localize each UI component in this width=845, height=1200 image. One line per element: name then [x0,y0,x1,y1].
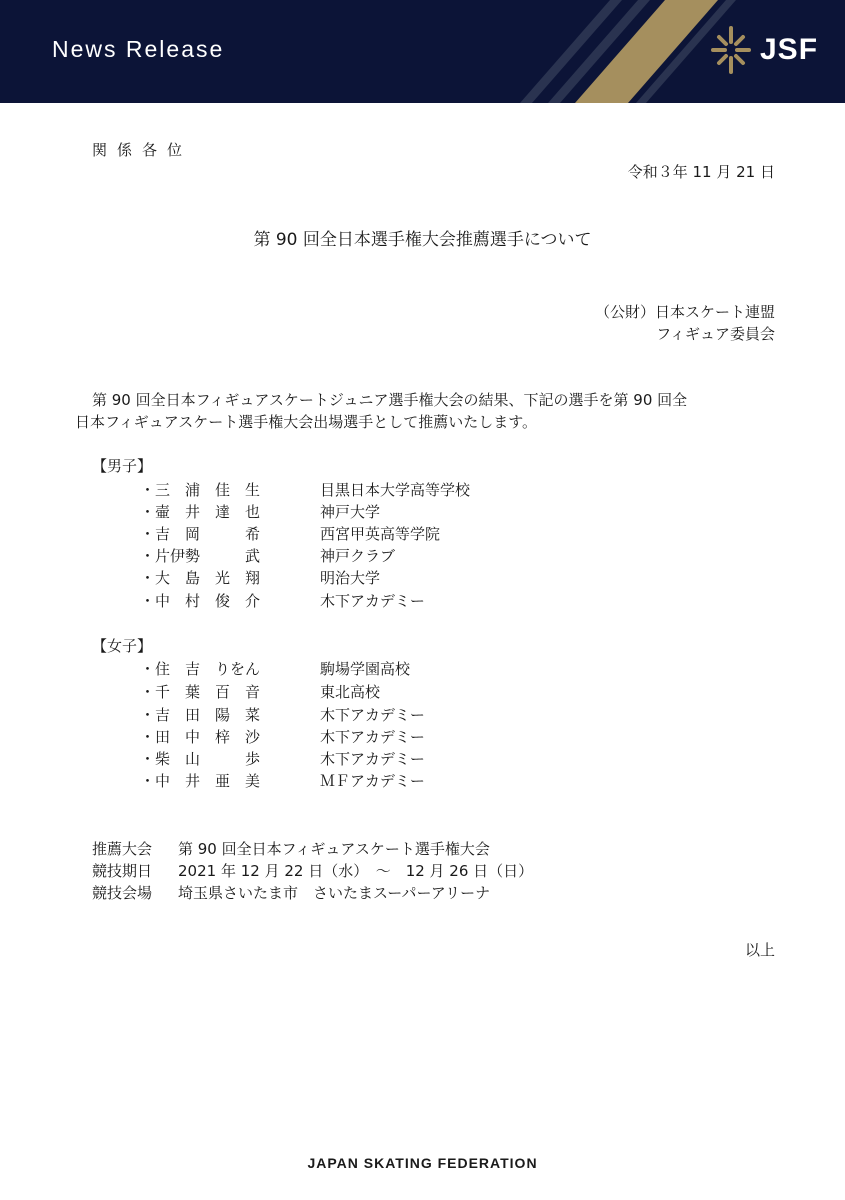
player-name: ・吉 田 陽 菜 [140,706,261,724]
player-name: ・千 葉 百 音 [140,683,261,701]
header-banner [0,0,845,103]
jsf-logo-mark-icon [710,24,752,76]
player-affiliation: 木下アカデミー [320,592,425,610]
player-affiliation: 木下アカデミー [320,728,425,746]
player-affiliation: 木下アカデミー [320,750,425,768]
player-affiliation: 東北高校 [320,683,381,701]
player-name: ・壷 井 達 也 [140,503,261,521]
jsf-logo [710,24,818,76]
committee-name: フィギュア委員会 [656,325,775,343]
venue-info [92,882,490,904]
women-heading: 【女子】 [92,637,153,655]
closing-text: 以上 [744,941,775,959]
addressee: 関係各位 [92,141,193,159]
body-text-line-2: 日本フィギュアスケート選手権大会出場選手として推薦いたします。 [75,413,538,431]
men-heading: 【男子】 [92,457,153,475]
footer-federation-name: JAPAN SKATING FEDERATION [307,1155,538,1171]
player-name: ・中 村 俊 介 [140,592,261,610]
venue-value: 埼玉県さいたま市 さいたまスーパーアリーナ [178,884,491,902]
player-affiliation: 神戸クラブ [320,547,396,565]
dates-label: 競技期日 [92,862,153,880]
player-name: ・片伊勢 武 [140,547,261,565]
player-name: ・中 井 亜 美 [140,772,261,790]
venue-label: 競技会場 [92,884,153,902]
player-name: ・田 中 梓 沙 [140,728,261,746]
player-affiliation: 目黒日本大学高等学校 [320,481,471,499]
player-affiliation: ＭＦアカデミー [320,772,425,790]
player-affiliation: 西宮甲英高等学院 [320,525,441,543]
player-affiliation: 木下アカデミー [320,706,425,724]
dates-value: 2021 年 12 月 22 日（水） ～ 12 月 26 日（日） [178,862,534,880]
body-text-line-1: 第 90 回全日本フィギュアスケートジュニア選手権大会の結果、下記の選手を第 90 回全 [92,391,688,409]
player-affiliation: 神戸大学 [320,503,381,521]
player-name: ・住 吉 りをん [140,660,261,678]
competition-info [92,838,490,860]
player-affiliation: 明治大学 [320,569,381,587]
competition-label: 推薦大会 [92,840,153,858]
player-affiliation: 駒場学園高校 [320,660,411,678]
release-date: 令和３年 11 月 21 日 [627,163,775,181]
competition-value: 第 90 回全日本フィギュアスケート選手権大会 [178,840,490,858]
document-title: 第 90 回全日本選手権大会推薦選手について [253,230,592,250]
news-release-title: News Release [52,36,225,62]
player-name: ・大 島 光 翔 [140,569,261,587]
player-name: ・吉 岡 希 [140,525,261,543]
player-name: ・三 浦 佳 生 [140,481,261,499]
jsf-logo-text: JSF [760,33,819,66]
dates-info [92,860,533,882]
player-name: ・柴 山 歩 [140,750,261,768]
organization-name: （公財）日本スケート連盟 [594,303,775,321]
